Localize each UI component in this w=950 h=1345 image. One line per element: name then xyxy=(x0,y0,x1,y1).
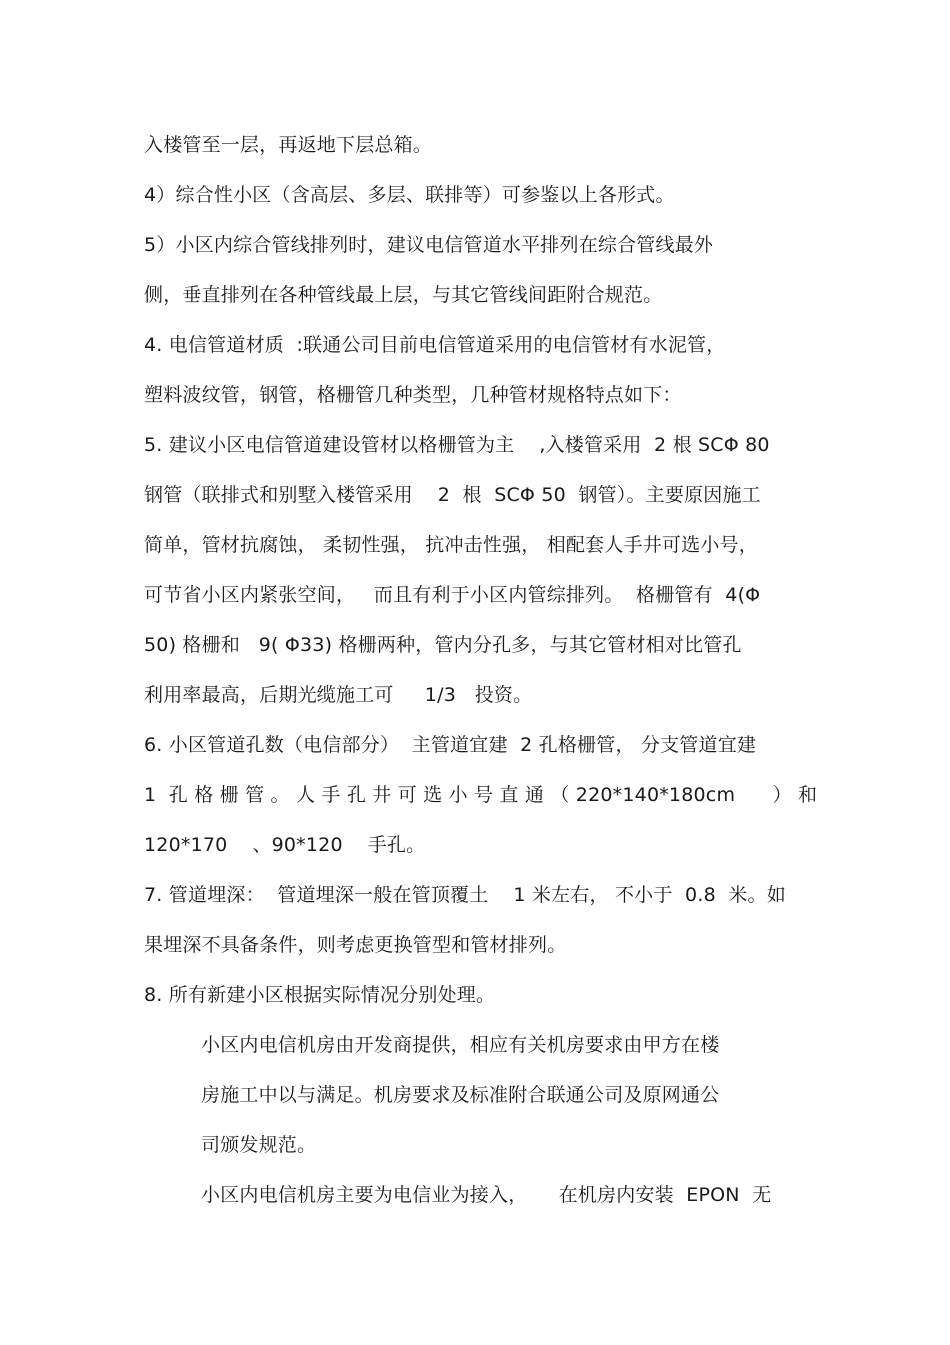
text-line: 小区内电信机房主要为电信业为接入， 在机房内安装 EPON 无 xyxy=(201,1184,772,1206)
text-line: 简单，管材抗腐蚀， 柔韧性强， 抗冲击性强， 相配套人手井可选小号， xyxy=(144,534,758,556)
text-line: 房施工中以与满足。机房要求及标准附合联通公司及原网通公 xyxy=(201,1084,720,1106)
text-line: 5. 建议小区电信管道建设管材以格栅管为主 ,入楼管采用 2 根 SCΦ 80 xyxy=(144,434,770,456)
text-line: 入楼管至一层，再返地下层总箱。 xyxy=(144,134,433,156)
text-line: 8. 所有新建小区根据实际情况分别处理。 xyxy=(144,984,496,1006)
text-line: 5）小区内综合管线排列时，建议电信管道水平排列在综合管线最外 xyxy=(144,234,714,256)
text-line: 1 孔 格 栅 管 。 人 手 孔 井 可 选 小 号 直 通 （ 220*140*180cm ） 和 xyxy=(144,784,818,806)
text-line: 小区内电信机房由开发商提供，相应有关机房要求由甲方在楼 xyxy=(201,1034,720,1056)
text-line: 4）综合性小区（含高层、多层、联排等）可参鉴以上各形式。 xyxy=(144,184,675,206)
text-line: 司颁发规范。 xyxy=(201,1134,317,1156)
text-line: 可节省小区内紧张空间， 而且有利于小区内管综排列。 格栅管有 4(Φ xyxy=(144,584,761,606)
text-line: 侧，垂直排列在各种管线最上层，与其它管线间距附合规范。 xyxy=(144,284,663,306)
text-line: 120*170 、90*120 手孔。 xyxy=(144,834,426,856)
text-line: 50) 格栅和 9( Φ33) 格栅两种，管内分孔多，与其它管材相对比管孔 xyxy=(144,634,742,656)
text-line: 7. 管道埋深： 管道埋深一般在管顶覆土 1 米左右， 不小于 0.8 米。如 xyxy=(144,884,786,906)
text-line: 4. 电信管道材质 :联通公司目前电信管道采用的电信管材有水泥管， xyxy=(144,334,726,356)
text-line: 塑料波纹管，钢管，格栅管几种类型，几种管材规格特点如下： xyxy=(144,384,682,406)
text-line: 钢管（联排式和别墅入楼管采用 2 根 SCΦ 50 钢管）。主要原因施工 xyxy=(144,484,761,506)
text-line: 6. 小区管道孔数（电信部分） 主管道宜建 2 孔格栅管， 分支管道宜建 xyxy=(144,734,757,756)
text-line: 利用率最高，后期光缆施工可 1/3 投资。 xyxy=(144,684,533,706)
text-line: 果埋深不具备条件，则考虑更换管型和管材排列。 xyxy=(144,934,567,956)
